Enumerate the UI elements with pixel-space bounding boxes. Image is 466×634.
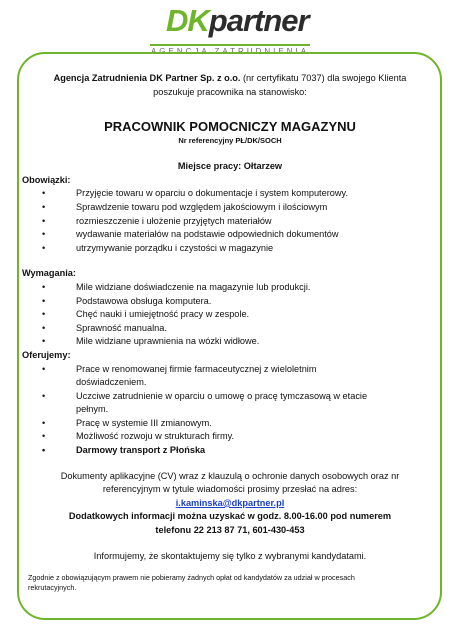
duties-list xyxy=(20,187,440,255)
company-name: Agencja Zatrudnienia DK Partner Sp. z o.o. xyxy=(53,73,241,83)
work-location: Miejsce pracy: Ołtarzew xyxy=(177,161,283,172)
logo-subtitle: AGENCJA ZATRUDNIENIA xyxy=(150,47,310,56)
company-logo xyxy=(0,4,466,56)
list-item: • Pracę w systemie III zmianowym. xyxy=(20,417,440,431)
list-item: • Możliwość rozwoju w strukturach firmy. xyxy=(20,430,440,444)
list-item: • Mile widziane doświadczenie na magazynie lub produkcji. xyxy=(20,281,440,295)
offer-heading: Oferujemy: xyxy=(22,349,71,360)
duties-heading: Obowiązki: xyxy=(22,174,71,185)
logo-wordmark xyxy=(166,4,309,38)
list-item: • Sprawdzenie towaru pod względem jakościowym i ilościowym xyxy=(20,201,440,215)
requirements-heading: Wymagania: xyxy=(22,268,76,279)
offer-list xyxy=(20,363,440,458)
list-item: • Mile widziane uprawnienia na wózki widłowe. xyxy=(20,335,440,349)
contact-info: Dodatkowych informacji można uzyskać w godz. 8.00-16.00 pod numerem telefonu 22 213 87 71, 601-430-453 xyxy=(68,511,392,536)
requirements-list xyxy=(20,281,440,349)
list-item: • Sprawność manualna. xyxy=(20,322,440,336)
logo-dk: DK xyxy=(166,3,209,38)
list-item-transport: • Darmowy transport z Płońska xyxy=(20,444,440,458)
list-item: • wydawanie materiałów na podstawie odpowiednich dokumentów xyxy=(20,228,440,242)
logo-divider xyxy=(150,44,310,46)
list-item: • Prace w renomowanej firmie farmaceutycznej z wieloletnim doświadczeniem. xyxy=(20,363,440,390)
job-posting xyxy=(20,58,440,593)
application-text: Dokumenty aplikacyjne (CV) wraz z klauzulą o ochronie danych osobowych oraz nr referencyjnym w tytule wiadomości prosimy przesłać na adres: xyxy=(60,470,400,495)
legal-disclaimer: Zgodnie z obowiązującym prawem nie pobieramy żadnych opłat od kandydatów za udział w procesach rekrutacyjnych. xyxy=(28,573,355,593)
reference-number: Nr referencyjny PŁ/DK/SOCH xyxy=(178,136,282,146)
list-item: • Przyjęcie towaru w oparciu o dokumentacje i system komputerowy. xyxy=(20,187,440,201)
list-item: • Chęć nauki i umiejętność pracy w zespole. xyxy=(20,308,440,322)
logo-partner: partner xyxy=(208,3,309,38)
list-item: • rozmieszczenie i ułożenie przyjętych materiałów xyxy=(20,215,440,229)
job-title: PRACOWNIK POMOCNICZY MAGAZYNU xyxy=(104,119,356,135)
notice-text: Informujemy, że skontaktujemy się tylko z wybranymi kandydatami. xyxy=(93,550,367,561)
intro-text xyxy=(40,72,420,99)
list-item: • Uczciwe zatrudnienie w oparciu o umowę o pracę tymczasową w etacie pełnym. xyxy=(20,390,440,417)
list-item: • utrzymywanie porządku i czystości w magazynie xyxy=(20,242,440,256)
intro-rest: (nr certyfikatu 7037) dla swojego Klienta poszukuje pracownika na stanowisko: xyxy=(153,73,407,97)
contact-email-link[interactable]: i.kaminska@dkpartner.pl xyxy=(175,497,285,508)
list-item: • Podstawowa obsługa komputera. xyxy=(20,295,440,309)
